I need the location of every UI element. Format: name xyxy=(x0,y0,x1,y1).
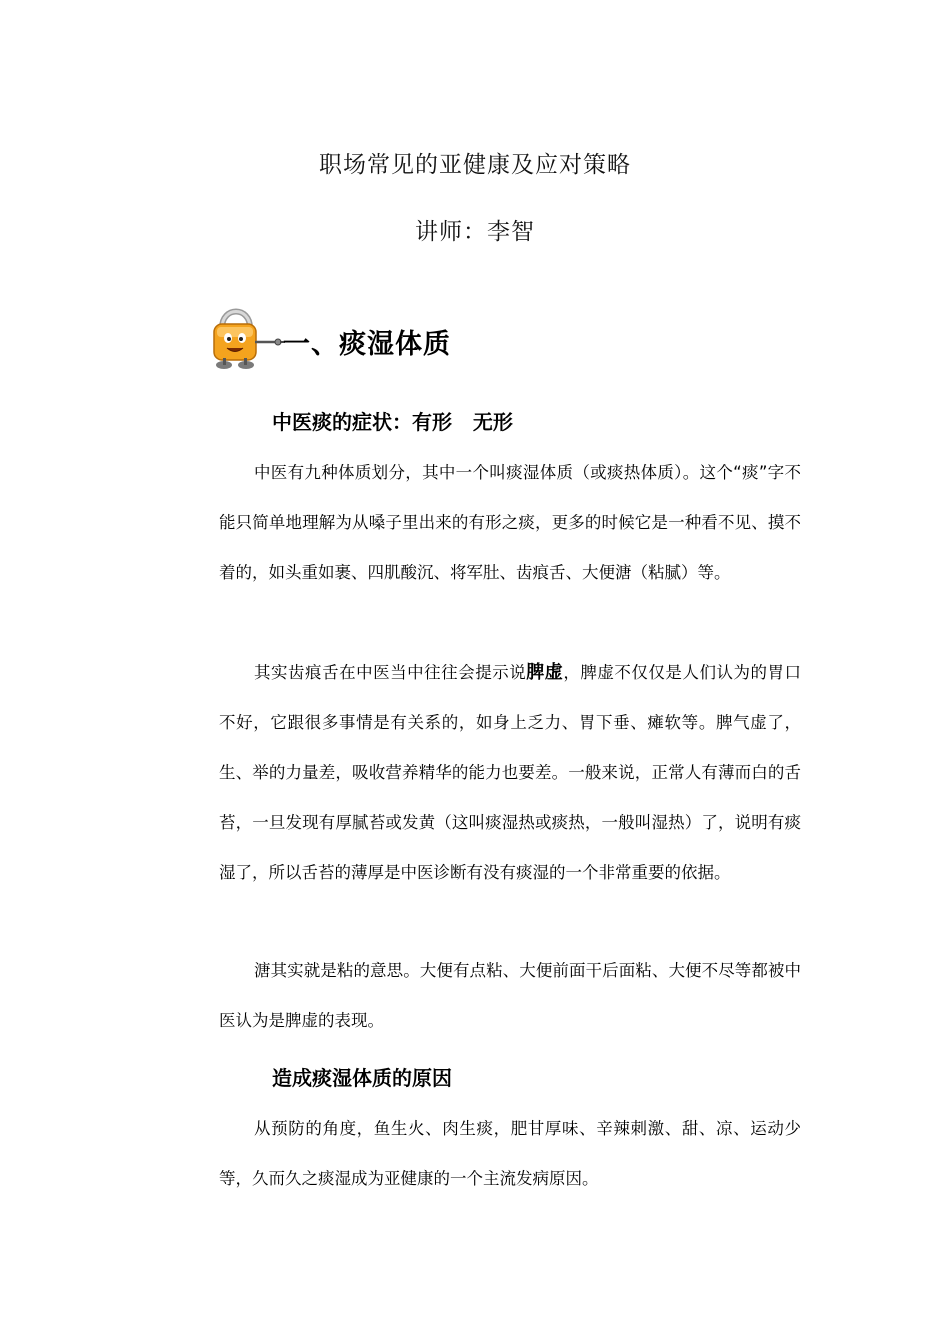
paragraph-causes: 从预防的角度，鱼生火、肉生痰，肥甘厚味、辛辣刺激、甜、凉、运动少等，久而久之痰湿成为亚健康的一个主流发病原因。 xyxy=(219,1119,801,1188)
sub-heading-causes: 造成痰湿体质的原因 xyxy=(272,1066,452,1090)
paragraph-tongue-part2: ，脾虚不仅仅是人们认为的胃口不好，它跟很多事情是有关系的，如身上乏力、胃下垂、瘫软等。脾气虚了，生、举的力量差，吸收营养精华的能力也要差。一般来说，正常人有薄而白的舌苔，一旦发现有厚腻苔或发黄（这叫痰湿热或痰热，一般叫湿热）了，说明有痰湿了，所以舌苔的薄厚是中医诊断有没有痰湿的一个非常重要的依据。 xyxy=(219,663,802,882)
sub-heading-symptoms: 中医痰的症状：有形 无形 xyxy=(272,410,513,434)
document-title: 职场常见的亚健康及应对策略 xyxy=(319,152,631,178)
emphasis-spleen-deficiency: 脾虚 xyxy=(526,662,564,683)
lecturer-line: 讲师：李智 xyxy=(415,219,535,245)
paragraph-constitution: 中医有九种体质划分，其中一个叫痰湿体质（或痰热体质）。这个“痰”字不能只简单地理解为从嗓子里出来的有形之痰，更多的时候它是一种看不见、摸不着的，如头重如裹、四肌酸沉、将军肚、齿痕舌、大便溏（粘腻）等。 xyxy=(219,463,801,582)
section-heading: 一、痰湿体质 xyxy=(283,329,451,360)
lock-mascot-icon xyxy=(206,302,286,374)
paragraph-tongue xyxy=(219,648,801,898)
paragraph-stool: 溏其实就是粘的意思。大便有点粘、大便前面干后面粘、大便不尽等都被中医认为是脾虚的表现。 xyxy=(219,961,801,1030)
paragraph-tongue-part1: 其实齿痕舌在中医当中往往会提示说 xyxy=(254,663,527,682)
